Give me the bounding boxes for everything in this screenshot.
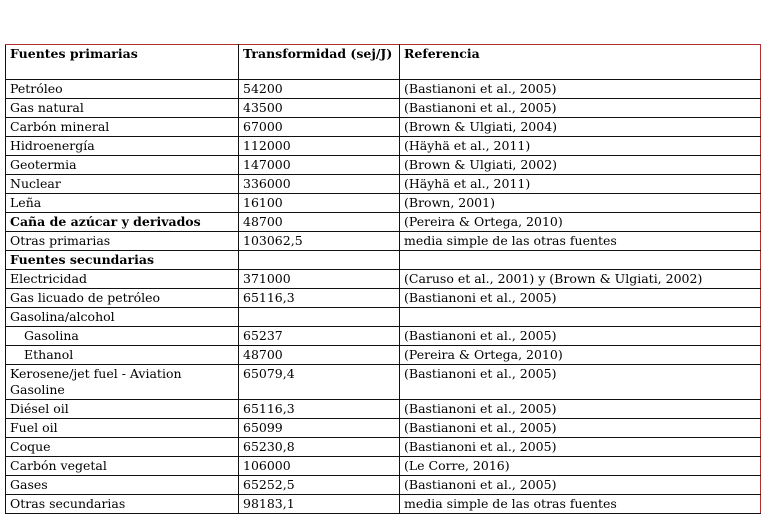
- table-row: [6, 289, 761, 308]
- transformidad-cell: 65237: [239, 327, 400, 346]
- transformidad-cell: 147000: [239, 156, 400, 175]
- header-row: [6, 45, 761, 80]
- fuente-cell: Fuel oil: [6, 419, 239, 438]
- table-row: [6, 346, 761, 365]
- table-row: [6, 232, 761, 251]
- table-row: [6, 194, 761, 213]
- fuente-label: Ethanol: [24, 347, 74, 362]
- header-referencia: Referencia: [400, 45, 761, 80]
- referencia-cell: (Häyhä et al., 2011): [400, 175, 761, 194]
- referencia-cell: [400, 251, 761, 270]
- transformidad-cell: 48700: [239, 346, 400, 365]
- table-row: [6, 438, 761, 457]
- transformidad-cell: [239, 251, 400, 270]
- transformidad-cell: 112000: [239, 137, 400, 156]
- referencia-cell: (Pereira & Ortega, 2010): [400, 346, 761, 365]
- table-row: [6, 365, 761, 400]
- transformidad-cell: 98183,1: [239, 495, 400, 514]
- transformidad-cell: 43500: [239, 99, 400, 118]
- table-row: [6, 137, 761, 156]
- referencia-cell: media simple de las otras fuentes: [400, 495, 761, 514]
- header-transformidad: Transformidad (sej/J): [239, 45, 400, 80]
- fuente-cell: Electricidad: [6, 270, 239, 289]
- referencia-cell: (Le Corre, 2016): [400, 457, 761, 476]
- transformidad-cell: 67000: [239, 118, 400, 137]
- referencia-cell: (Bastianoni et al., 2005): [400, 327, 761, 346]
- table-row: [6, 270, 761, 289]
- referencia-cell: (Bastianoni et al., 2005): [400, 289, 761, 308]
- transformidad-cell: 336000: [239, 175, 400, 194]
- fuente-cell: Nuclear: [6, 175, 239, 194]
- referencia-cell: media simple de las otras fuentes: [400, 232, 761, 251]
- transformidad-cell: 65116,3: [239, 289, 400, 308]
- section-header-row: [6, 251, 761, 270]
- header-fuente: Fuentes primarias: [6, 45, 239, 80]
- table-row: [6, 213, 761, 232]
- referencia-cell: (Bastianoni et al., 2005): [400, 400, 761, 419]
- transformity-table: [5, 44, 761, 514]
- table-row: [6, 80, 761, 99]
- referencia-cell: (Bastianoni et al., 2005): [400, 365, 761, 400]
- transformidad-cell: 103062,5: [239, 232, 400, 251]
- transformidad-cell: 65079,4: [239, 365, 400, 400]
- transformidad-cell: [239, 308, 400, 327]
- fuente-cell: Caña de azúcar y derivados: [6, 213, 239, 232]
- referencia-cell: (Caruso et al., 2001) y (Brown & Ulgiati, 2002): [400, 270, 761, 289]
- transformidad-cell: 371000: [239, 270, 400, 289]
- fuente-cell: Kerosene/jet fuel - Aviation Gasoline: [6, 365, 239, 400]
- referencia-cell: (Häyhä et al., 2011): [400, 137, 761, 156]
- referencia-cell: (Brown & Ulgiati, 2004): [400, 118, 761, 137]
- transformidad-cell: 16100: [239, 194, 400, 213]
- fuente-cell: Otras secundarias: [6, 495, 239, 514]
- fuente-cell: Petróleo: [6, 80, 239, 99]
- referencia-cell: (Brown & Ulgiati, 2002): [400, 156, 761, 175]
- fuente-cell: Gas natural: [6, 99, 239, 118]
- table-row: [6, 118, 761, 137]
- fuente-label: Gasolina: [24, 328, 79, 343]
- fuente-cell: [6, 327, 239, 346]
- table-row: [6, 99, 761, 118]
- table-row: [6, 476, 761, 495]
- transformidad-cell: 65252,5: [239, 476, 400, 495]
- section-title: Fuentes secundarias: [6, 251, 239, 270]
- fuente-cell: Coque: [6, 438, 239, 457]
- fuente-cell: Gasolina/alcohol: [6, 308, 239, 327]
- table-row: [6, 419, 761, 438]
- fuente-cell: Diésel oil: [6, 400, 239, 419]
- fuente-cell: Geotermia: [6, 156, 239, 175]
- referencia-cell: (Bastianoni et al., 2005): [400, 419, 761, 438]
- table-row: [6, 308, 761, 327]
- referencia-cell: (Bastianoni et al., 2005): [400, 476, 761, 495]
- transformidad-cell: 65116,3: [239, 400, 400, 419]
- table-row: [6, 457, 761, 476]
- transformidad-cell: 48700: [239, 213, 400, 232]
- transformidad-cell: 65230,8: [239, 438, 400, 457]
- table-row: [6, 175, 761, 194]
- referencia-cell: (Bastianoni et al., 2005): [400, 80, 761, 99]
- fuente-cell: Carbón mineral: [6, 118, 239, 137]
- transformidad-cell: 65099: [239, 419, 400, 438]
- fuente-cell: Gas licuado de petróleo: [6, 289, 239, 308]
- fuente-cell: Leña: [6, 194, 239, 213]
- fuente-cell: Hidroenergía: [6, 137, 239, 156]
- table-row: [6, 156, 761, 175]
- fuente-cell: [6, 346, 239, 365]
- referencia-cell: [400, 308, 761, 327]
- table-row: [6, 327, 761, 346]
- table-row: [6, 400, 761, 419]
- referencia-cell: (Pereira & Ortega, 2010): [400, 213, 761, 232]
- referencia-cell: (Bastianoni et al., 2005): [400, 99, 761, 118]
- referencia-cell: (Bastianoni et al., 2005): [400, 438, 761, 457]
- transformidad-cell: 106000: [239, 457, 400, 476]
- fuente-cell: Carbón vegetal: [6, 457, 239, 476]
- fuente-cell: Gases: [6, 476, 239, 495]
- referencia-cell: (Brown, 2001): [400, 194, 761, 213]
- fuente-cell: Otras primarias: [6, 232, 239, 251]
- transformidad-cell: 54200: [239, 80, 400, 99]
- table-row: [6, 495, 761, 514]
